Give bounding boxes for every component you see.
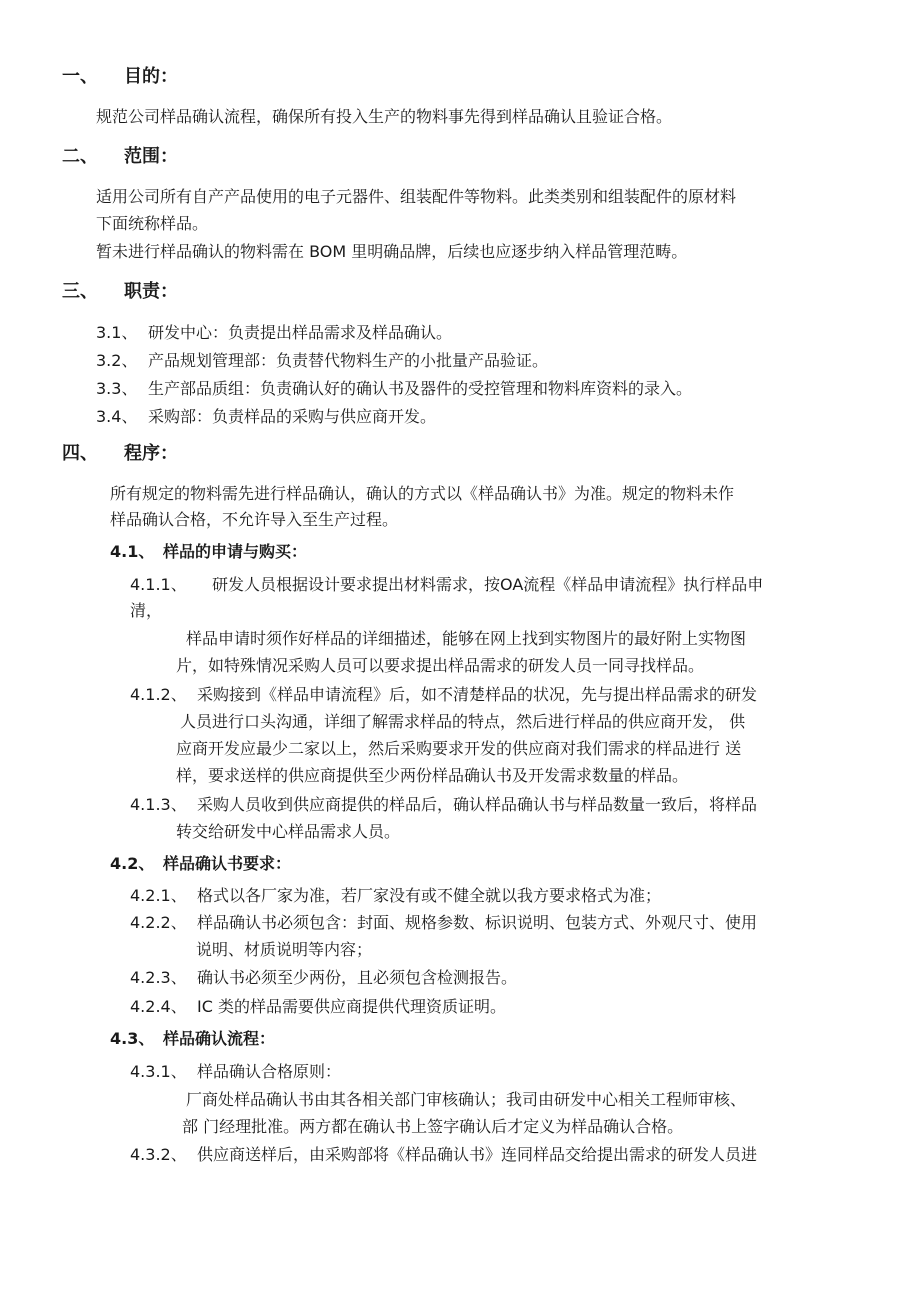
clause-number: 4.2.4、 <box>130 997 187 1016</box>
clause-4-1-1-line <box>130 574 763 596</box>
section-2-number: 二、 <box>62 146 98 167</box>
clause-4-1-2-line: 应商开发应最少二家以上，然后采购要求开发的供应商对我们需求的样品进行 送 <box>176 739 742 758</box>
responsibility-number: 3.2、 <box>96 351 138 370</box>
responsibility-item <box>96 322 452 344</box>
clause-4-1-2-line <box>130 684 757 706</box>
clause-number: 4.3.2、 <box>130 1145 187 1164</box>
section-1-title: 目的： <box>124 66 178 87</box>
subsection-title: 样品的申请与购买： <box>163 542 308 561</box>
responsibility-item <box>96 378 692 400</box>
subsection-title: 样品确认流程： <box>163 1029 276 1048</box>
section-1-paragraph: 规范公司样品确认流程，确保所有投入生产的物料事先得到样品确认且验证合格。 <box>96 107 673 126</box>
clause-number: 4.2.2、 <box>130 913 187 932</box>
section-2-paragraph-line: 暂未进行样品确认的物料需在 BOM 里明确品牌，后续也应逐步纳入样品管理范畴。 <box>96 242 688 261</box>
section-1-heading <box>62 66 178 88</box>
clause-4-3-1-line: 厂商处样品确认书由其各相关部门审核确认；我司由研发中心相关工程师审核、 <box>186 1090 747 1109</box>
section-3-heading <box>62 281 178 303</box>
subsection-4-1-heading <box>110 541 307 563</box>
clause-number: 4.2.1、 <box>130 886 187 905</box>
clause-4-1-3-line: 转交给研发中心样品需求人员。 <box>176 822 401 841</box>
responsibility-item <box>96 350 548 372</box>
subsection-4-3-heading <box>110 1028 275 1050</box>
responsibility-number: 3.3、 <box>96 379 138 398</box>
section-2-paragraph-line: 下面统称样品。 <box>96 214 209 233</box>
responsibility-text: 研发中心：负责提出样品需求及样品确认。 <box>148 323 453 342</box>
section-2-heading <box>62 146 178 168</box>
section-2-title: 范围： <box>124 146 178 167</box>
clause-4-2-3-line <box>130 967 517 989</box>
responsibility-item <box>96 406 436 428</box>
clause-4-1-1-line: 片，如特殊情况采购人员可以要求提出样品需求的研发人员一同寻找样品。 <box>176 656 705 675</box>
clause-number: 4.2.3、 <box>130 968 187 987</box>
clause-text: IC 类的样品需要供应商提供代理资质证明。 <box>197 997 506 1016</box>
clause-4-1-2-line: 样，要求送样的供应商提供至少两份样品确认书及开发需求数量的样品。 <box>176 766 689 785</box>
clause-4-1-1-line: 样品申请时须作好样品的详细描述，能够在网上找到实物图片的最好附上实物图 <box>186 629 747 648</box>
clause-4-2-1-line <box>130 885 661 907</box>
section-3-number: 三、 <box>62 281 98 302</box>
clause-text: 格式以各厂家为准，若厂家没有或不健全就以我方要求格式为准； <box>197 886 662 905</box>
clause-number: 4.1.1、 <box>130 575 187 594</box>
clause-4-3-2-line <box>130 1144 757 1166</box>
subsection-number: 4.1、 <box>110 542 155 561</box>
clause-4-3-1-line: 部 门经理批准。两方都在确认书上签字确认后才定义为样品确认合格。 <box>182 1117 684 1136</box>
section-4-number: 四、 <box>62 443 98 464</box>
responsibility-text: 产品规划管理部：负责替代物料生产的小批量产品验证。 <box>148 351 549 370</box>
section-4-title: 程序： <box>124 443 178 464</box>
subsection-title: 样品确认书要求： <box>163 854 292 873</box>
responsibility-number: 3.4、 <box>96 407 138 426</box>
clause-text: 确认书必须至少两份，且必须包含检测报告。 <box>197 968 518 987</box>
clause-4-2-2-line: 说明、材质说明等内容； <box>196 940 373 959</box>
clause-text: 供应商送样后，由采购部将《样品确认书》连同样品交给提出需求的研发人员进 <box>197 1145 758 1164</box>
clause-number: 4.1.2、 <box>130 685 187 704</box>
responsibility-number: 3.1、 <box>96 323 138 342</box>
clause-4-1-2-line: 人员进行口头沟通，详细了解需求样品的特点，然后进行样品的供应商开发， 供 <box>180 712 746 731</box>
clause-text: 样品确认合格原则： <box>197 1062 342 1081</box>
clause-text: 研发人员根据设计要求提出材料需求，按OA流程《样品申请流程》执行样品申 <box>212 575 764 594</box>
section-3-title: 职责： <box>124 281 178 302</box>
section-4-heading <box>62 443 178 465</box>
section-2-paragraph-line: 适用公司所有自产产品使用的电子元器件、组装配件等物料。此类类别和组装配件的原材料 <box>96 187 737 206</box>
clause-number: 4.1.3、 <box>130 795 187 814</box>
clause-text: 样品确认书必须包含：封面、规格参数、标识说明、包装方式、外观尺寸、使用 <box>197 913 758 932</box>
clause-4-2-2-line <box>130 912 757 934</box>
section-1-number: 一、 <box>62 66 98 87</box>
section-4-paragraph-line: 所有规定的物料需先进行样品确认，确认的方式以《样品确认书》为准。规定的物料未作 <box>110 484 735 503</box>
clause-4-3-1-line <box>130 1061 341 1083</box>
subsection-number: 4.2、 <box>110 854 155 873</box>
clause-4-2-4-line <box>130 996 506 1018</box>
clause-number: 4.3.1、 <box>130 1062 187 1081</box>
clause-text: 采购接到《样品申请流程》后，如不清楚样品的状况，先与提出样品需求的研发 <box>197 685 758 704</box>
clause-4-1-1-line: 清， <box>130 601 163 620</box>
responsibility-text: 生产部品质组：负责确认好的确认书及器件的受控管理和物料库资料的录入。 <box>148 379 693 398</box>
responsibility-text: 采购部：负责样品的采购与供应商开发。 <box>148 407 437 426</box>
clause-4-1-3-line <box>130 794 757 816</box>
clause-text: 采购人员收到供应商提供的样品后，确认样品确认书与样品数量一致后，将样品 <box>197 795 758 814</box>
section-4-paragraph-line: 样品确认合格，不允许导入至生产过程。 <box>110 510 399 529</box>
subsection-number: 4.3、 <box>110 1029 155 1048</box>
subsection-4-2-heading <box>110 853 291 875</box>
